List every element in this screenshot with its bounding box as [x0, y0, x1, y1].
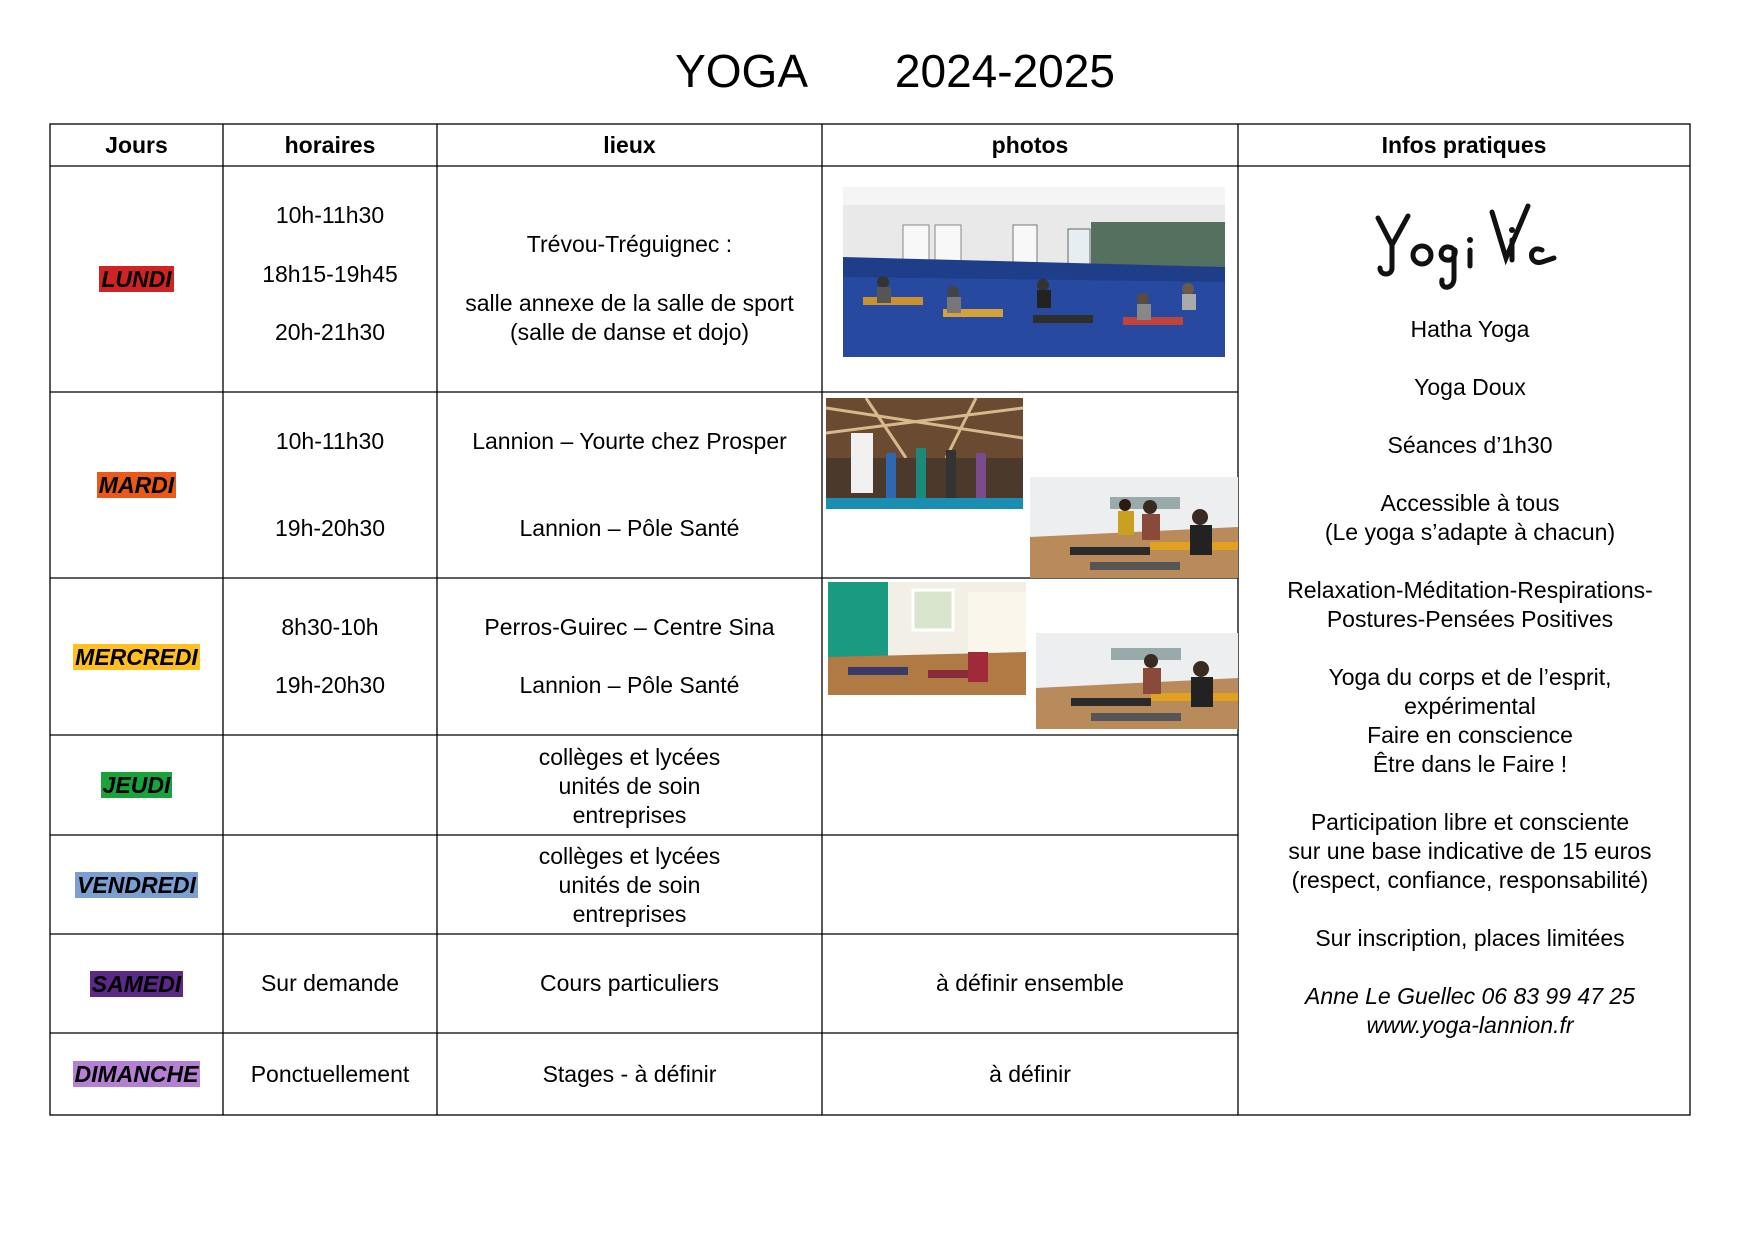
header-jours: Jours [105, 131, 168, 158]
info-etre-faire: Être dans le Faire ! [1372, 751, 1568, 777]
contact-website-link[interactable]: www.yoga-lannion.fr [1366, 1012, 1574, 1038]
vendredi-lieu-3: entreprises [572, 901, 687, 927]
page-title: YOGA 2024-2025 [675, 45, 1115, 97]
day-label-mardi: MARDI [98, 472, 175, 498]
info-corps-esprit: Yoga du corps et de l’esprit, [1328, 664, 1612, 690]
info-respect: (respect, confiance, responsabilité) [1291, 867, 1649, 893]
samedi-photos: à définir ensemble [936, 970, 1124, 996]
mardi-horaire-2: 19h-20h30 [275, 515, 385, 541]
dimanche-lieu: Stages - à définir [542, 1060, 717, 1087]
info-inscription: Sur inscription, places limitées [1315, 925, 1625, 951]
mardi-lieu-1: Lannion – Yourte chez Prosper [472, 428, 787, 454]
mercredi-horaire-2: 19h-20h30 [275, 672, 385, 698]
jeudi-lieu-2: unités de soin [558, 773, 701, 799]
yogivie-logo [1370, 200, 1560, 295]
day-cell-vendredi [50, 835, 223, 934]
lundi-lieu-2: salle annexe de la salle de sport [465, 290, 794, 316]
mardi-lieu-2: Lannion – Pôle Santé [519, 515, 740, 541]
day-cell-jeudi [50, 735, 223, 835]
header-horaires: horaires [284, 131, 376, 158]
photo-trevou-dojo [843, 187, 1225, 357]
contact-phone[interactable]: Anne Le Guellec 06 83 99 47 25 [1305, 983, 1635, 1009]
lundi-horaire-1: 10h-11h30 [275, 202, 385, 228]
info-base-indicative: sur une base indicative de 15 euros [1288, 838, 1652, 864]
samedi-horaire: Sur demande [260, 970, 400, 996]
lundi-horaire-3: 20h-21h30 [275, 319, 385, 345]
info-participation: Participation libre et consciente [1310, 809, 1630, 835]
day-cell-mercredi [50, 578, 223, 735]
lundi-lieu-3: (salle de danse et dojo) [509, 319, 750, 345]
info-accessible: Accessible à tous [1380, 490, 1560, 516]
photo-centre-sina [828, 582, 1026, 695]
header-infos-pratiques: Infos pratiques [1381, 131, 1547, 158]
lundi-horaire-2: 18h15-19h45 [262, 261, 398, 287]
dimanche-photos: à définir [989, 1060, 1071, 1087]
day-label-samedi: SAMEDI [91, 970, 182, 997]
jeudi-lieu-1: collèges et lycées [538, 744, 721, 770]
day-label-mercredi: MERCREDI [75, 643, 198, 670]
dimanche-horaire: Ponctuellement [250, 1060, 410, 1087]
vendredi-lieu-1: collèges et lycées [538, 843, 721, 869]
mardi-horaire-1: 10h-11h30 [275, 428, 385, 454]
info-adapte: (Le yoga s’adapte à chacun) [1324, 519, 1616, 545]
info-experimental: expérimental [1404, 693, 1536, 719]
day-label-dimanche: DIMANCHE [74, 1061, 199, 1087]
infos-pratiques-text [1250, 315, 1690, 1040]
info-seances: Séances d’1h30 [1387, 432, 1553, 458]
mercredi-horaire-1: 8h30-10h [281, 614, 379, 640]
info-hatha-yoga: Hatha Yoga [1410, 316, 1530, 342]
info-yoga-doux: Yoga Doux [1414, 374, 1526, 400]
lundi-lieu-1: Trévou-Tréguignec : [526, 231, 733, 257]
day-cell-mardi [50, 392, 223, 578]
mercredi-lieu-1: Perros-Guirec – Centre Sina [484, 614, 775, 640]
vendredi-lieu-2: unités de soin [558, 872, 701, 898]
photo-yourte [826, 398, 1023, 509]
header-photos: photos [991, 131, 1069, 158]
day-cell-dimanche [50, 1033, 223, 1115]
mercredi-lieu-2: Lannion – Pôle Santé [519, 672, 740, 698]
day-label-vendredi: VENDREDI [77, 871, 196, 898]
info-conscience: Faire en conscience [1367, 722, 1573, 748]
day-label-lundi: LUNDI [101, 266, 172, 292]
info-postures: Postures-Pensées Positives [1326, 606, 1614, 632]
info-relaxation: Relaxation-Méditation-Respirations- [1287, 577, 1653, 603]
day-cell-samedi [50, 934, 223, 1033]
photo-pole-sante-1 [1030, 477, 1238, 578]
photo-pole-sante-2 [1036, 633, 1238, 729]
jeudi-lieu-3: entreprises [572, 802, 687, 828]
day-label-jeudi: JEUDI [102, 772, 171, 798]
samedi-lieu: Cours particuliers [540, 970, 719, 996]
header-lieux: lieux [603, 131, 656, 158]
day-cell-lundi [50, 166, 223, 392]
